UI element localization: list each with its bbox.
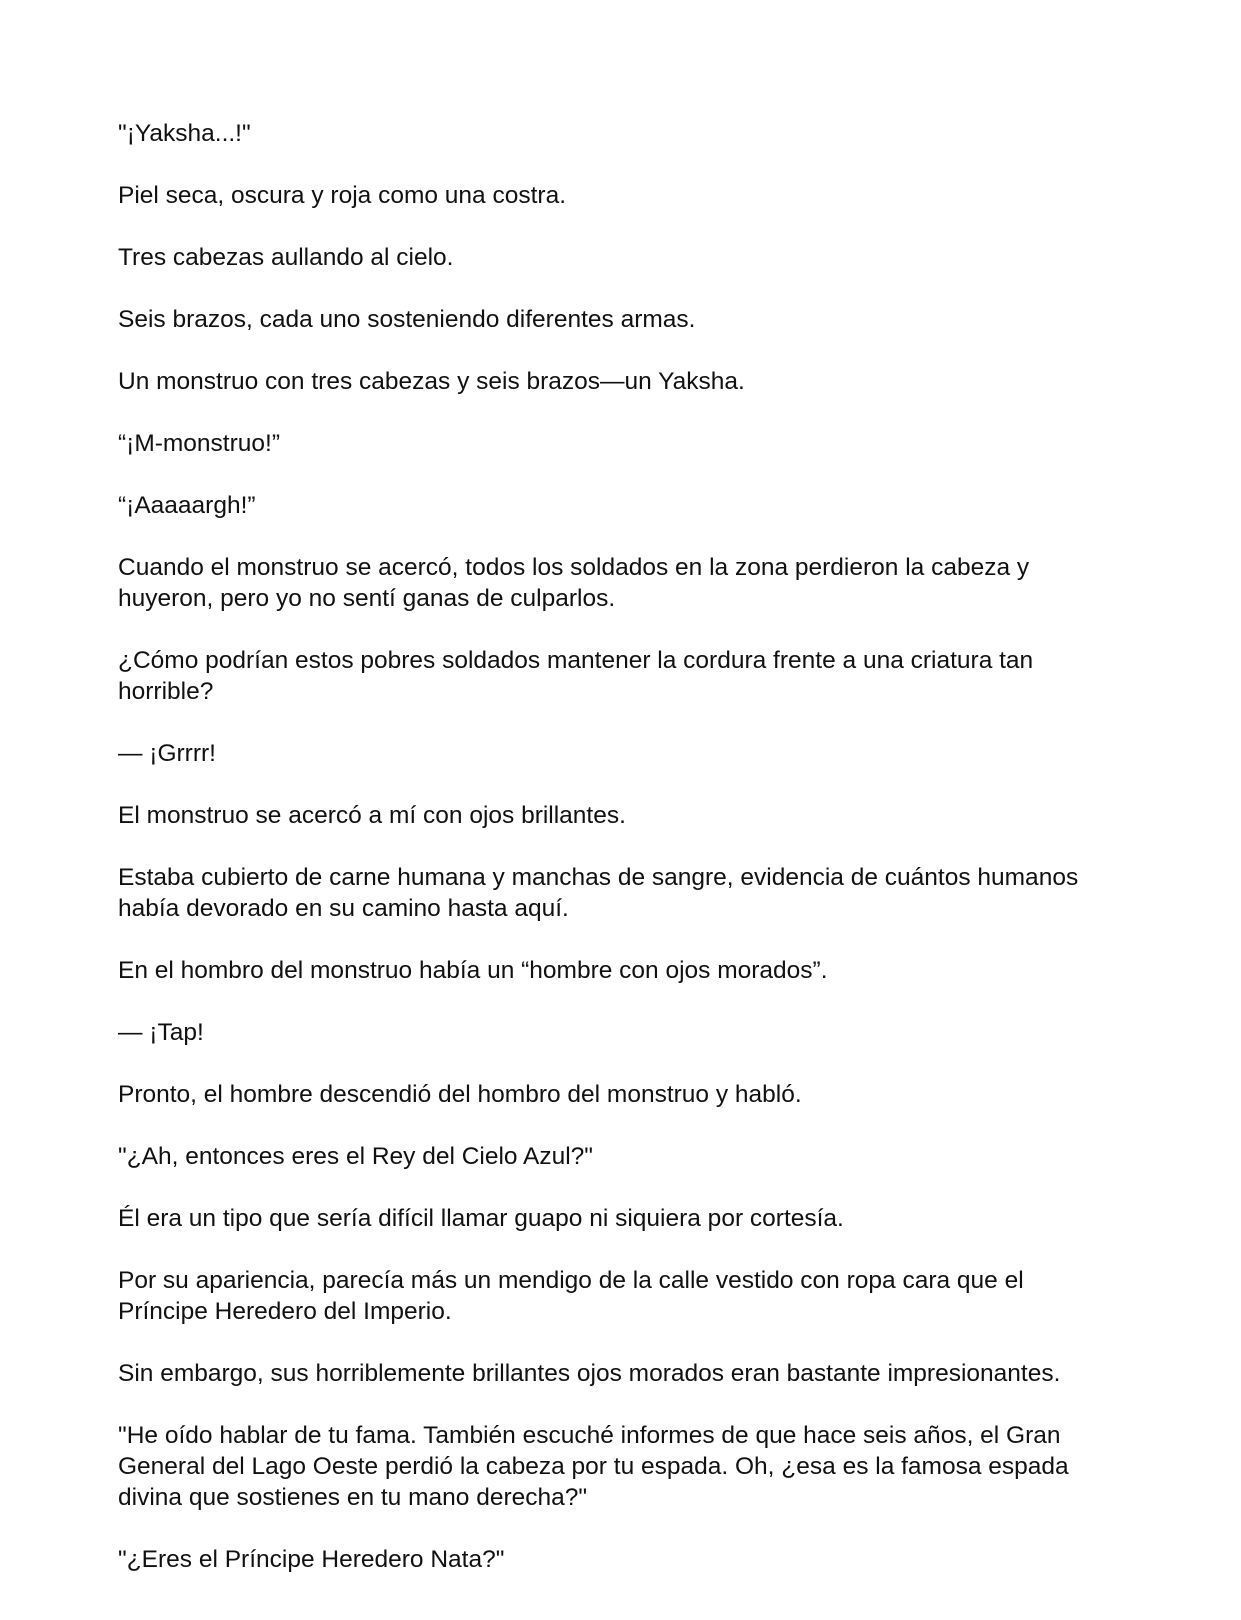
paragraph: "¡Yaksha...!" bbox=[118, 120, 251, 147]
document-body bbox=[118, 118, 1118, 1606]
paragraph: Pronto, el hombre descendió del hombro del monstruo y habló. bbox=[118, 1081, 802, 1108]
paragraph: Estaba cubierto de carne humana y manchas de sangre, evidencia de cuántos humanos había devorado en su camino hasta aquí. bbox=[118, 864, 1079, 922]
paragraph: Cuando el monstruo se acercó, todos los soldados en la zona perdieron la cabeza y huyeron, pero yo no sentí ganas de culparlos. bbox=[118, 554, 1030, 612]
paragraph: “¡M-monstruo!” bbox=[118, 430, 280, 457]
paragraph: — ¡Tap! bbox=[118, 1019, 204, 1046]
paragraph: El monstruo se acercó a mí con ojos brillantes. bbox=[118, 802, 626, 829]
paragraph: Tres cabezas aullando al cielo. bbox=[118, 244, 454, 271]
paragraph: "He oído hablar de tu fama. También escuché informes de que hace seis años, el Gran General del Lago Oeste perdió la cabeza por tu espada. Oh, ¿esa es la famosa espada divina que sostienes en tu mano derecha?" bbox=[118, 1422, 1069, 1511]
paragraph: Seis brazos, cada uno sosteniendo diferentes armas. bbox=[118, 306, 696, 333]
paragraph: Sin embargo, sus horriblemente brillantes ojos morados eran bastante impresionantes. bbox=[118, 1360, 1061, 1387]
paragraph: Piel seca, oscura y roja como una costra. bbox=[118, 182, 567, 209]
paragraph: ¿Cómo podrían estos pobres soldados mantener la cordura frente a una criatura tan horrible? bbox=[118, 647, 1034, 705]
paragraph: En el hombro del monstruo había un “hombre con ojos morados”. bbox=[118, 957, 828, 984]
paragraph: — ¡Grrrr! bbox=[118, 740, 216, 767]
paragraph: "¿Eres el Príncipe Heredero Nata?" bbox=[118, 1546, 505, 1573]
paragraph: Él era un tipo que sería difícil llamar guapo ni siquiera por cortesía. bbox=[118, 1205, 844, 1232]
paragraph: Un monstruo con tres cabezas y seis brazos—un Yaksha. bbox=[118, 368, 745, 395]
paragraph: “¡Aaaaargh!” bbox=[118, 492, 256, 519]
paragraph: "¿Ah, entonces eres el Rey del Cielo Azul?" bbox=[118, 1143, 593, 1170]
paragraph: Por su apariencia, parecía más un mendigo de la calle vestido con ropa cara que el Príncipe Heredero del Imperio. bbox=[118, 1267, 1024, 1325]
